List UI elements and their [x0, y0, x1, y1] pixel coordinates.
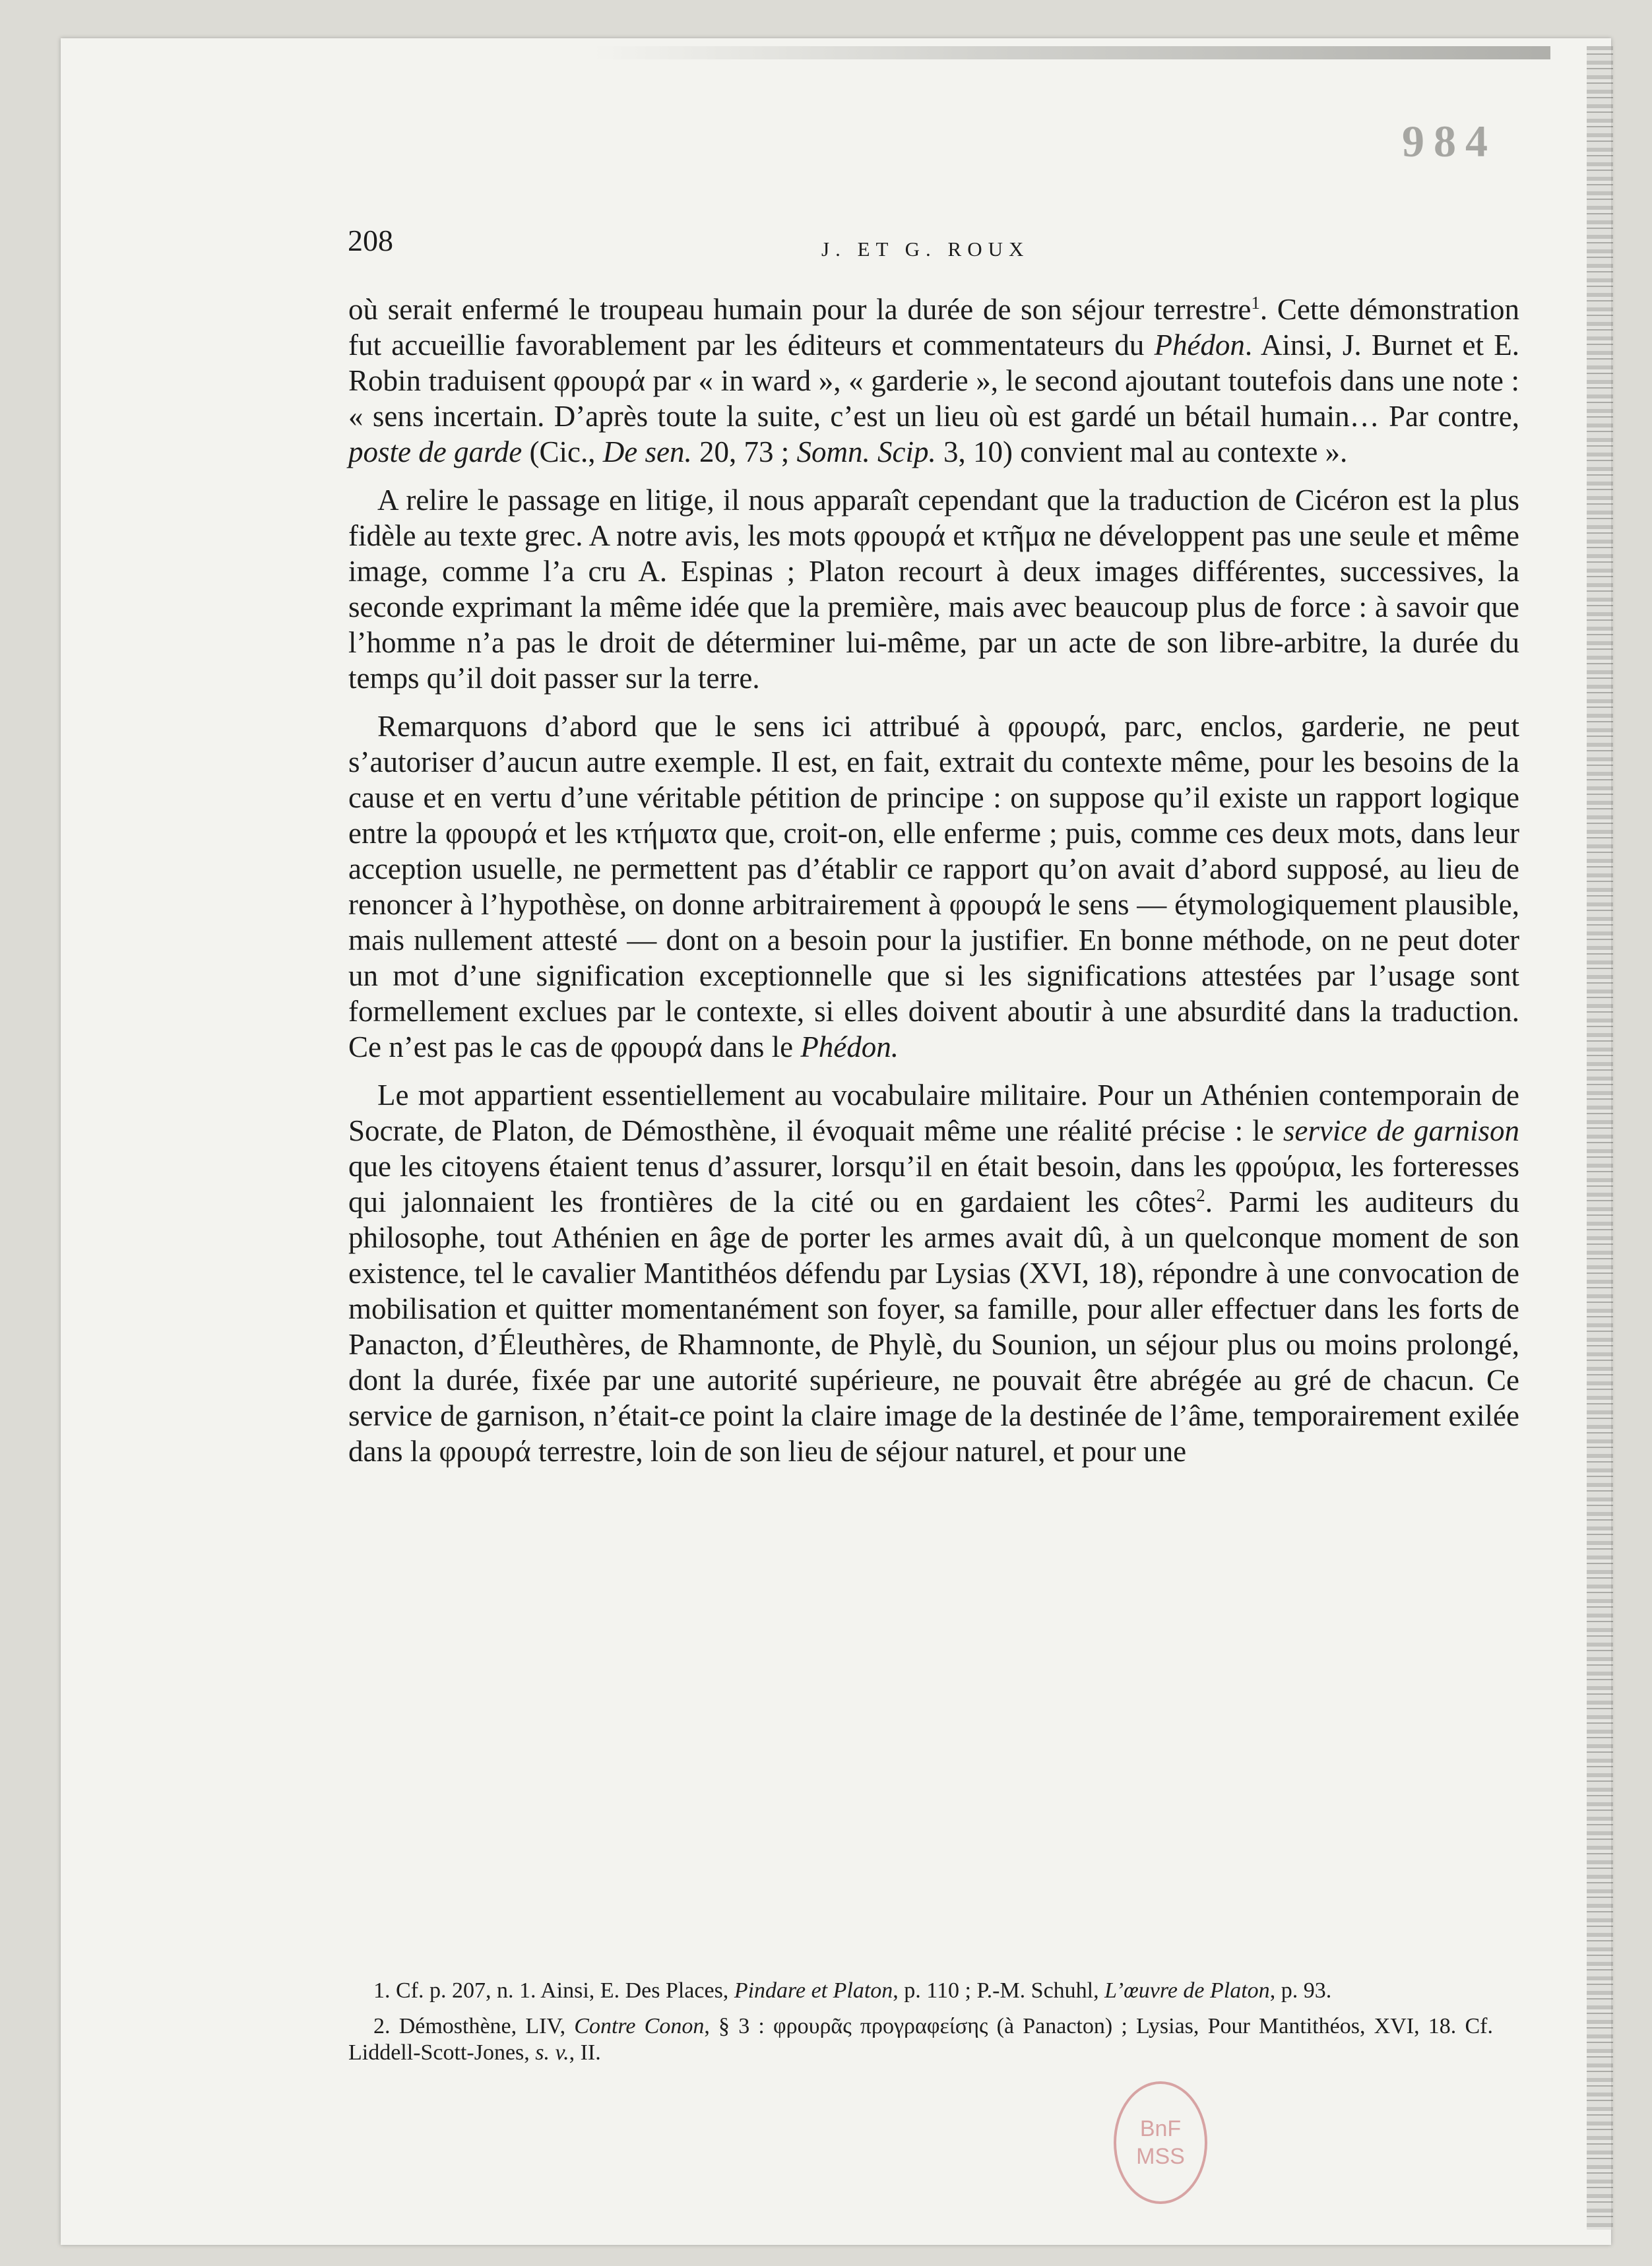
italic-text: De sen. — [602, 435, 692, 468]
text-segment: Le mot appartient essentiellement au vocabulaire militaire. Pour un Athénien contemporain de Socrate, de Platon, de Démosthène, il évoquait même une réalité précise : le — [348, 1079, 1519, 1147]
body-text — [348, 292, 1519, 1482]
scan-shadow-top — [594, 46, 1550, 59]
text-segment: A relire le passage en litige, il nous apparaît cependant que la traduction de Cicéron est la plus fidèle au texte grec. A notre avis, les mots φρουρά et κτῆμα ne développent pas une seule et même image, comme l’a cru A. Espinas ; Platon recourt à deux images différentes, successives, la seconde exprimant la même idée que la première, mais avec beaucoup plus de force : à savoir que l’homme n’a pas le droit de déterminer lui-même, par un acte de son libre-arbitre, la durée du temps qu’il doit passer sur la terre. — [348, 484, 1519, 695]
italic-text: s. v. — [535, 2040, 569, 2065]
italic-text: poste de garde — [348, 435, 523, 468]
text-segment: . Parmi les auditeurs du philosophe, tout Athénien en âge de porter les armes avait dû, à un quelconque moment de son existence, tel le cavalier Mantithéos défendu par Lysias (XVI, 18), répondre à une convocation de mobilisation et quitter momentanément son foyer, sa famille, pour aller effectuer dans les forts de Panacton, d’Éleuthères, de Rhamnonte, de Phylè, du Sounion, un séjour plus ou moins prolongé, dont la durée, fixée par une autorité supérieure, ne pouvait être abrégée au gré de chacun. Ce service de garnison, n’était-ce point la claire image de la destinée de l’âme, temporairement exilée dans la φρουρά terrestre, loin de son lieu de séjour naturel, et pour une — [348, 1185, 1519, 1468]
text-segment: 20, 73 ; — [691, 435, 797, 468]
stamp-line-2: MSS — [1136, 2144, 1185, 2169]
text-segment: , II. — [569, 2040, 601, 2065]
footnote — [348, 1978, 1493, 2004]
italic-text: Pindare et Platon — [734, 1978, 893, 2003]
footnotes — [348, 1978, 1493, 2075]
text-segment: . Ainsi, J. Burnet et E. Robin traduisent φρουρά par « in ward », « garderie », le second ajoutant toutefois dans une note : « sens incertain. D’après toute la suite, c’est un lieu où est gardé un bétail humain… Par contre, — [348, 329, 1519, 433]
text-segment: que les citoyens étaient tenus d’assurer, lorsqu’il en était besoin, dans les φρούρια, les forteresses qui jalonnaient les frontières de la cité ou en gardaient les côtes — [348, 1150, 1519, 1218]
paragraph — [348, 292, 1519, 470]
page-number: 208 — [348, 224, 393, 257]
italic-text: L’œuvre de Platon — [1104, 1978, 1270, 2003]
paragraph — [348, 708, 1519, 1065]
text-segment: , p. 93. — [1269, 1978, 1332, 2003]
footnote-ref: 1 — [1251, 293, 1260, 313]
text-segment: où serait enfermé le troupeau humain pour la durée de son séjour terrestre — [348, 293, 1252, 326]
footnote-ref: 2 — [1196, 1185, 1205, 1205]
running-head: J. ET G. ROUX — [821, 237, 1030, 261]
italic-text: Phédon — [1154, 329, 1245, 362]
text-segment: . Cette démonstration fut accueillie favorablement par les éditeurs et commentateurs du — [348, 293, 1519, 362]
text-segment: , p. 110 ; P.-M. Schuhl, — [893, 1978, 1105, 2003]
text-segment: , § 3 : φρουρᾶς προγραφείσης (à Panacton) ; Lysias, Pour Mantithéos, XVI, 18. Cf. Liddell-Scott-Jones, — [348, 2014, 1493, 2065]
footnote — [348, 2013, 1493, 2066]
stamp-line-1: BnF — [1139, 2116, 1182, 2141]
text-segment: 2. Démosthène, LIV, — [373, 2014, 575, 2038]
italic-text: service de garnison — [1283, 1114, 1520, 1147]
text-segment: 1. Cf. p. 207, n. 1. Ainsi, E. Des Places, — [373, 1978, 734, 2003]
paragraph — [348, 482, 1519, 696]
text-segment: (Cic., — [522, 435, 603, 468]
scan-edge-right — [1587, 46, 1613, 2230]
text-segment: Remarquons d’abord que le sens ici attribué à φρουρά, parc, enclos, garderie, ne peut s’autoriser d’aucun autre exemple. Il est, en fait, extrait du contexte même, pour les besoins de la cause et en vertu d’une véritable pétition de principe : on suppose qu’il existe un rapport logique entre la φρουρά et les κτήματα que, croit-on, elle enferme ; puis, comme ces deux mots, dans leur acception usuelle, ne permettent pas d’établir ce rapport qu’on avait d’abord supposé, au lieu de renoncer à l’hypothèse, on donne arbitrairement à φρουρά le sens — étymologiquement plausible, mais nullement attesté — dont on a besoin pour la justifier. En bonne méthode, on ne peut doter un mot d’une signification exceptionnelle que si les significations attestées par l’usage sont formellement exclues par le contexte, si elles doivent aboutir à une absurdité dans la traduction. Ce n’est pas le cas de φρουρά dans le — [348, 710, 1519, 1063]
italic-text: Somn. Scip. — [796, 435, 936, 468]
folio-number: 984 — [1402, 116, 1497, 166]
paragraph — [348, 1077, 1519, 1469]
italic-text: Contre Conon — [574, 2014, 705, 2038]
text-segment: 3, 10) convient mal au contexte ». — [936, 435, 1348, 468]
library-stamp — [1114, 2081, 1207, 2204]
italic-text: Phédon. — [800, 1030, 899, 1063]
